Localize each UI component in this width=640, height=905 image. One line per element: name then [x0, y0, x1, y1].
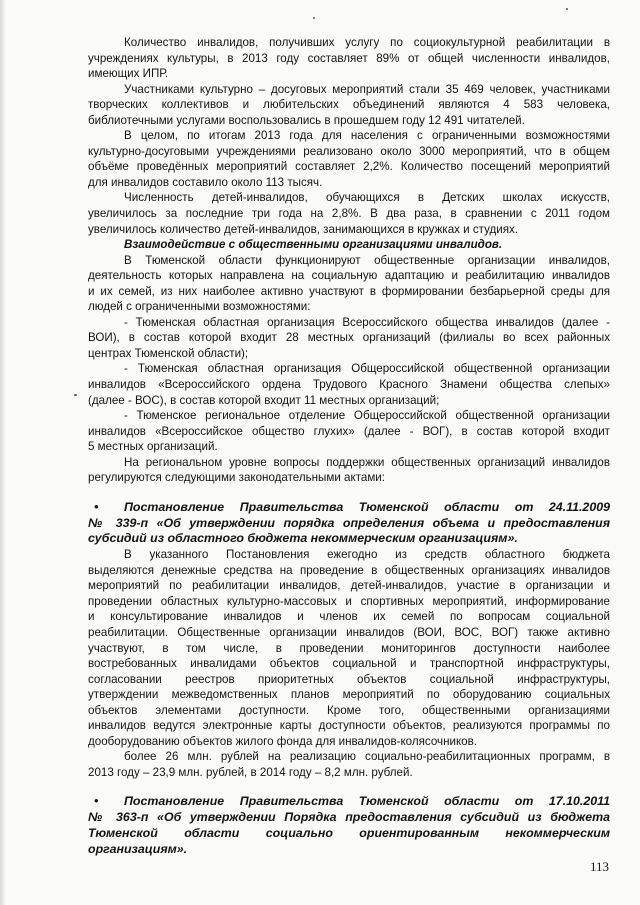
spacer [88, 780, 610, 794]
text-line: мероприятий по реабилитации инвалидов, детей-инвалидов, участие в организации и [88, 579, 610, 593]
text-line: более 26 млн. рублей на реализацию социально-реабилитационных программ, в [124, 750, 610, 764]
paragraph-funding-amounts [88, 749, 610, 780]
text-line: для инвалидов составило около 113 тысяч. [88, 175, 323, 189]
resolution-363p [88, 794, 610, 857]
text-line: 2013 году – 23,9 млн. рублей, в 2014 году – 8,2 млн. рублей. [88, 765, 413, 779]
text-line: организациям». [88, 841, 188, 856]
text-line: 5 местных организаций. [88, 440, 218, 454]
text-line: Количество инвалидов, получивших услугу по социокультурной реабилитации в [124, 36, 610, 49]
text-line: имеющих ИПР. [88, 67, 169, 81]
text-line: инвалидов ведутся электронные карты доступности объектов, реализуются программы по [88, 719, 610, 733]
spacer [88, 486, 610, 500]
text-line: библиотечными услугами воспользовались в прошедшем году 12 491 читателей. [88, 113, 525, 127]
scan-speck [566, 8, 568, 10]
text-line: В Тюменской области функционируют общественные организации инвалидов, [124, 253, 610, 267]
text-line: субсидий из областного бюджета некоммерческим организациям». [88, 531, 518, 546]
resolution-339p [88, 500, 610, 547]
text-line: регулируются следующими законодательными актами: [88, 471, 385, 485]
resolution-title: Постановление Правительства Тюменской области от 17.10.2011 [124, 794, 610, 809]
text-line: увеличилось количество детей-инвалидов, занимающихся в кружках и студиях. [88, 222, 519, 236]
paragraph-legislation-intro [88, 455, 610, 486]
text-line: утверждении межведомственных планов мероприятий по оборудованию социальных [88, 688, 610, 702]
section-heading [88, 237, 610, 253]
text-line: Численность детей-инвалидов, обучающихся в Детских школах искусств, [124, 191, 610, 205]
paragraph-culture-rehab [88, 35, 610, 82]
section-heading-text: Взаимодействие с общественными организациями инвалидов. [124, 238, 503, 252]
document-body [88, 35, 610, 858]
bullet-icon: • [94, 794, 99, 809]
text-line: творческих коллективов и любительских объединений являются 4 583 человека, [88, 98, 610, 112]
text-line: участвуют, в том числе, в проведении мониторингов доступности наиболее [88, 641, 610, 655]
text-line: востребованных инвалидами объектов социальной и транспортной инфраструктуры, [88, 657, 610, 671]
text-line: инвалидов «Всероссийского ордена Трудового Красного Знамени общества слепых» [88, 378, 610, 392]
text-line: и консультирование инвалидов и членов их семей по вопросам социальной [88, 610, 610, 624]
text-line: проведении областных культурно-массовых и спортивных мероприятий, информирование [88, 594, 610, 608]
bullet-icon: • [94, 499, 99, 514]
text-line: деятельность которых направлена на социальную адаптацию и реабилитацию инвалидов [88, 269, 610, 283]
text-line: реабилитации. Общественные организации инвалидов (ВОИ, ВОС, ВОГ) также активно [88, 625, 610, 639]
paragraph-participants [88, 82, 610, 129]
paragraph-children-art-schools [88, 190, 610, 237]
text-line: На региональном уровне вопросы поддержки общественных организаций инвалидов [124, 455, 610, 469]
text-line: - Тюменская областная организация Общероссийской общественной организации [124, 362, 610, 376]
text-line: увеличилось за последние три года на 2,8%. В два раза, в сравнении с 2011 годом [88, 207, 610, 221]
text-line: - Тюменское региональное отделение Общероссийской общественной организации [124, 409, 610, 423]
paragraph-results-2013 [88, 128, 610, 190]
text-line: дооборудованию объектов жилого фонда для инвалидов-колясочников. [88, 734, 477, 748]
text-line: учреждениях культуры, в 2013 году составляет 89% от общей численности инвалидов, [88, 51, 610, 65]
text-line: людей с ограниченными возможностями: [88, 300, 311, 314]
text-line: № 363-п «Об утверждении Порядка предоставления субсидий из бюджета [88, 810, 610, 825]
text-line [88, 794, 610, 810]
text-line: и их семей, из них наиболее активно участвуют в формировании безбарьерной среды для [88, 284, 610, 298]
text-line: объёме проведённых мероприятий составляет 2,2%. Количество посещений мероприятий [88, 160, 610, 174]
text-line: ВОИ), в состав которой входит 28 местных организаций (филиалы во всех районных [88, 331, 610, 345]
text-line: инвалидов «Всероссийское общество глухих» (далее - ВОГ), в состав которой входит [88, 424, 610, 438]
text-line: В указанного Постановления ежегодно из средств областного бюджета [124, 548, 610, 562]
resolution-title: Постановление Правительства Тюменской области от 24.11.2009 [124, 499, 610, 514]
scan-speck [313, 17, 315, 19]
text-line: Участниками культурно – досуговых мероприятий стали 35 469 человек, участниками [124, 82, 610, 96]
text-line: (далее - ВОС), в состав которой входит 11 местных организаций; [88, 393, 440, 407]
paragraph-funding-use [88, 547, 610, 749]
text-line: выделяются денежные средства на проведение в общественных организациях инвалидов [88, 563, 610, 577]
list-item-vos [88, 361, 610, 408]
scan-edge-shadow [0, 0, 6, 905]
text-line: В целом, по итогам 2013 года для населения с ограниченными возможностями [124, 129, 610, 143]
scan-speck [74, 394, 77, 396]
text-line: № 339-п «Об утверждении порядка определения объема и предоставления [88, 515, 610, 530]
list-item-voi [88, 315, 610, 362]
text-line: - Тюменская областная организация Всероссийского общества инвалидов (далее - [124, 315, 610, 329]
text-line: центрах Тюменской области); [88, 346, 249, 360]
page-number: 113 [590, 859, 610, 874]
text-line: Тюменской области социально ориентированным некоммерческим [88, 826, 610, 841]
text-line: культурно-досуговыми учреждениями реализовано около 3000 мероприятий, что в общем [88, 144, 610, 158]
list-item-vog [88, 408, 610, 455]
text-line: объектов элементами доступности. Кроме того, общественными организациями [88, 703, 610, 717]
text-line [88, 500, 610, 516]
text-line: согласовании реестров приоритетных объектов социальной инфраструктуры, [88, 672, 610, 686]
paragraph-organizations-intro [88, 253, 610, 315]
